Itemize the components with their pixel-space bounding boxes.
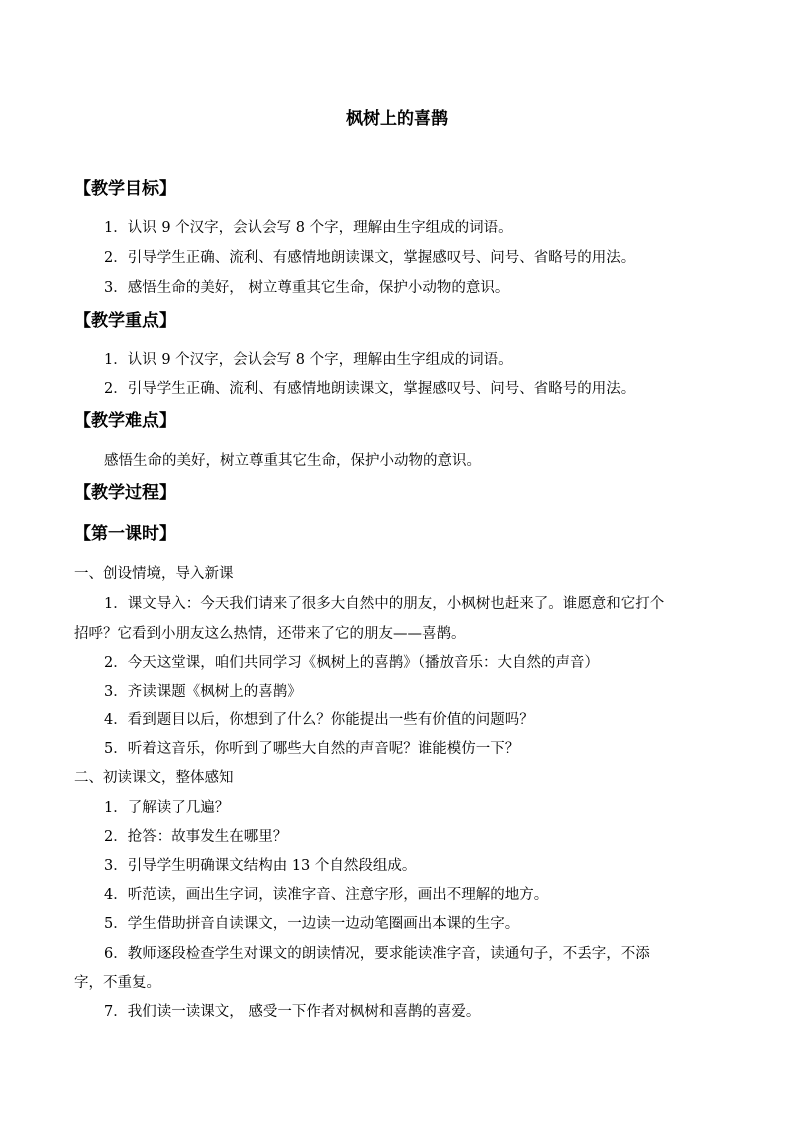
heading-teaching-goals: 【教学目标】 — [74, 179, 176, 199]
key-point-item-2: 2．引导学生正确、流利、有感情地朗读课文，掌握感叹号、问号、省略号的用法。 — [104, 381, 636, 397]
section1-item-3: 3．齐读课题《枫树上的喜鹊》 — [104, 684, 302, 700]
goal-item-1: 1．认识 9 个汉字，会认会写 8 个字，理解由生字组成的词语。 — [104, 220, 513, 236]
page-title: 枫树上的喜鹊 — [346, 109, 448, 129]
section2-item-6-line-2: 字，不重复。 — [74, 975, 161, 991]
section2-item-2: 2．抢答：故事发生在哪里？ — [104, 829, 288, 845]
key-point-item-1: 1．认识 9 个汉字，会认会写 8 个字，理解由生字组成的词语。 — [104, 352, 513, 368]
heading-difficulties: 【教学难点】 — [74, 411, 176, 431]
section-title-1: 一、创设情境，导入新课 — [74, 566, 234, 582]
section-title-2: 二、初读课文，整体感知 — [74, 770, 234, 786]
goal-item-2: 2．引导学生正确、流利、有感情地朗读课文，掌握感叹号、问号、省略号的用法。 — [104, 250, 636, 266]
section1-item-4: 4．看到题目以后，你想到了什么？你能提出一些有价值的问题吗？ — [104, 712, 534, 728]
section2-item-1: 1．了解读了几遍？ — [104, 800, 230, 816]
heading-first-lesson: 【第一课时】 — [74, 524, 176, 544]
goal-item-3: 3．感悟生命的美好， 树立尊重其它生命，保护小动物的意识。 — [104, 280, 510, 296]
section1-item-1-line-2: 招呼？它看到小朋友这么热情，还带来了它的朋友——喜鹊。 — [74, 626, 466, 642]
section2-item-3: 3．引导学生明确课文结构由 13 个自然段组成。 — [104, 858, 417, 874]
difficulties-text: 感悟生命的美好，树立尊重其它生命，保护小动物的意识。 — [104, 453, 481, 469]
heading-key-points: 【教学重点】 — [74, 311, 176, 331]
section1-item-5: 5．听着这音乐，你听到了哪些大自然的声音呢？谁能模仿一下？ — [104, 741, 520, 757]
section1-item-2: 2．今天这堂课，咱们共同学习《枫树上的喜鹊》（播放音乐：大自然的声音） — [104, 655, 599, 671]
section2-item-7: 7．我们读一读课文， 感受一下作者对枫树和喜鹊的喜爱。 — [104, 1004, 481, 1020]
section2-item-4: 4．听范读，画出生字词，读准字音、注意字形，画出不理解的地方。 — [104, 887, 549, 903]
section2-item-5: 5．学生借助拼音自读课文，一边读一边动笔圈画出本课的生字。 — [104, 916, 520, 932]
heading-teaching-process: 【教学过程】 — [74, 483, 176, 503]
section2-item-6-line-1: 6．教师逐段检查学生对课文的朗读情况，要求能读准字音，读通句子，不丢字，不添 — [104, 946, 650, 962]
section1-item-1-line-1: 1．课文导入：今天我们请来了很多大自然中的朋友，小枫树也赶来了。谁愿意和它打个 — [104, 596, 665, 612]
